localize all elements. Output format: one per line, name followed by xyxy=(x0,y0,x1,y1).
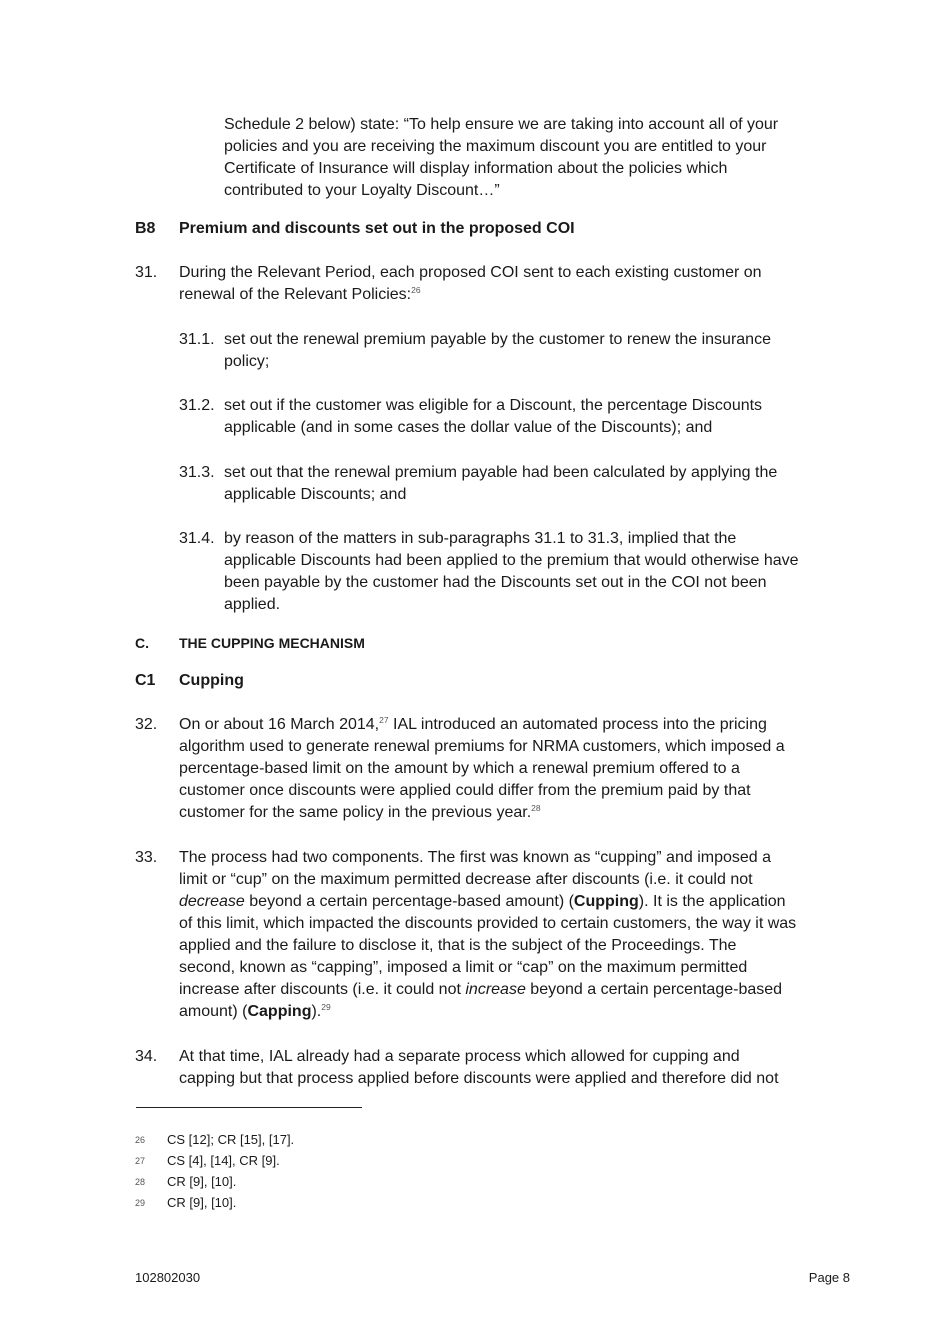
para-line: of this limit, which impacted the discounts provided to certain customers, the way it was xyxy=(179,915,797,932)
footnote-item xyxy=(135,1173,535,1194)
para-line: been payable by the customer had the Discounts set out in the COI not been xyxy=(224,574,767,591)
para-line: policy; xyxy=(224,353,270,370)
heading-c-title: THE CUPPING MECHANISM xyxy=(179,635,365,651)
para-text: On or about 16 March 2014, xyxy=(179,716,380,733)
para-text: IAL introduced an automated process into the pricing xyxy=(388,716,767,733)
footnote-text: CS [4], [14], CR [9]. xyxy=(167,1153,280,1168)
footnote-item xyxy=(135,1131,535,1152)
intro-paragraph xyxy=(224,114,778,202)
para-text: ). xyxy=(311,1003,322,1020)
para-line: applied and the failure to disclose it, that is the subject of the Proceedings. The xyxy=(179,937,737,954)
footnote-text: CS [12]; CR [15], [17]. xyxy=(167,1132,295,1147)
document-number: 102802030 xyxy=(135,1270,201,1285)
subpara-31-3-text xyxy=(224,462,777,506)
para-text: customer for the same policy in the previous year. xyxy=(179,804,532,821)
page-number: Page 8 xyxy=(808,1270,850,1285)
para-33-number: 33. xyxy=(135,849,158,866)
heading-c1-number: C1 xyxy=(135,672,156,689)
para-31-text xyxy=(179,262,762,306)
para-line xyxy=(179,802,785,824)
para-line: The process had two components. The first was known as “cupping” and imposed a xyxy=(179,849,772,866)
para-32-number: 32. xyxy=(135,716,158,733)
footnote-separator xyxy=(136,1107,362,1108)
para-line: applicable Discounts; and xyxy=(224,486,407,503)
subpara-31-1-number: 31.1. xyxy=(179,331,215,348)
para-line: set out if the customer was eligible for a Discount, the percentage Discounts xyxy=(224,397,763,414)
subpara-31-4-number: 31.4. xyxy=(179,530,215,547)
defined-term: Cupping xyxy=(573,893,639,910)
para-32-text xyxy=(179,714,785,824)
footnotes xyxy=(135,1131,535,1215)
para-line: limit or “cup” on the maximum permitted decrease after discounts (i.e. it could not xyxy=(179,871,753,888)
footnote-ref-26[interactable]: 26 xyxy=(411,285,421,295)
para-line: second, known as “capping”, imposed a limit or “cap” on the maximum permitted xyxy=(179,959,748,976)
para-text: increase after discounts (i.e. it could not xyxy=(179,981,466,998)
para-line: by reason of the matters in sub-paragraphs 31.1 to 31.3, implied that the xyxy=(224,530,737,547)
intro-line: Schedule 2 below) state: “To help ensure we are taking into account all of your xyxy=(224,116,779,133)
para-line xyxy=(179,891,796,913)
footnote-ref-29[interactable]: 29 xyxy=(321,1002,331,1012)
footnote-number: 29 xyxy=(135,1198,146,1208)
para-line: applicable Discounts had been applied to the premium that would otherwise have xyxy=(224,552,799,569)
footnote-number: 27 xyxy=(135,1156,146,1166)
emphasis-text: decrease xyxy=(179,893,245,910)
para-34-text xyxy=(179,1046,779,1090)
intro-line: Certificate of Insurance will display information about the policies which xyxy=(224,160,728,177)
para-text: amount) ( xyxy=(179,1003,248,1020)
para-line: set out the renewal premium payable by the customer to renew the insurance xyxy=(224,331,771,348)
para-line: set out that the renewal premium payable had been calculated by applying the xyxy=(224,464,778,481)
subpara-31-3-number: 31.3. xyxy=(179,464,215,481)
para-line: applicable (and in some cases the dollar value of the Discounts); and xyxy=(224,419,713,436)
para-text: ). It is the application xyxy=(638,893,786,910)
para-line: applied. xyxy=(224,596,281,613)
para-line: At that time, IAL already had a separate process which allowed for cupping and xyxy=(179,1048,740,1065)
subpara-31-2-number: 31.2. xyxy=(179,397,215,414)
defined-term: Capping xyxy=(247,1003,312,1020)
para-line xyxy=(179,979,796,1001)
para-text: renewal of the Relevant Policies: xyxy=(179,286,412,303)
para-line: percentage-based limit on the amount by which a renewal premium offered to a xyxy=(179,760,740,777)
para-text: beyond a certain percentage-based amount) ( xyxy=(244,893,574,910)
subpara-31-1-text xyxy=(224,329,771,373)
intro-line: contributed to your Loyalty Discount…” xyxy=(224,182,500,199)
para-line: customer once discounts were applied could differ from the premium paid by that xyxy=(179,782,751,799)
para-line xyxy=(179,284,762,306)
heading-c-number: C. xyxy=(135,635,149,651)
footnote-number: 26 xyxy=(135,1135,146,1145)
footnote-item xyxy=(135,1194,535,1215)
heading-b8-title: Premium and discounts set out in the proposed COI xyxy=(179,220,575,237)
footnote-ref-27[interactable]: 27 xyxy=(379,715,389,725)
para-31-number: 31. xyxy=(135,264,158,281)
para-34-number: 34. xyxy=(135,1048,158,1065)
footnote-number: 28 xyxy=(135,1177,146,1187)
para-line xyxy=(179,714,785,736)
footnote-ref-28[interactable]: 28 xyxy=(531,803,541,813)
footnote-text: CR [9], [10]. xyxy=(167,1195,237,1210)
subpara-31-4-text xyxy=(224,528,799,616)
para-line: capping but that process applied before discounts were applied and therefore did not xyxy=(179,1070,779,1087)
heading-b8-number: B8 xyxy=(135,220,156,237)
para-line xyxy=(179,1001,796,1023)
para-line: algorithm used to generate renewal premiums for NRMA customers, which imposed a xyxy=(179,738,785,755)
emphasis-text: increase xyxy=(465,981,526,998)
subpara-31-2-text xyxy=(224,395,762,439)
para-text: beyond a certain percentage-based xyxy=(525,981,783,998)
heading-c1-title: Cupping xyxy=(179,672,244,689)
footnote-text: CR [9], [10]. xyxy=(167,1174,237,1189)
para-33-text xyxy=(179,847,796,1023)
para-line: During the Relevant Period, each proposed COI sent to each existing customer on xyxy=(179,264,762,281)
intro-line: policies and you are receiving the maximum discount you are entitled to your xyxy=(224,138,767,155)
footnote-item xyxy=(135,1152,535,1173)
